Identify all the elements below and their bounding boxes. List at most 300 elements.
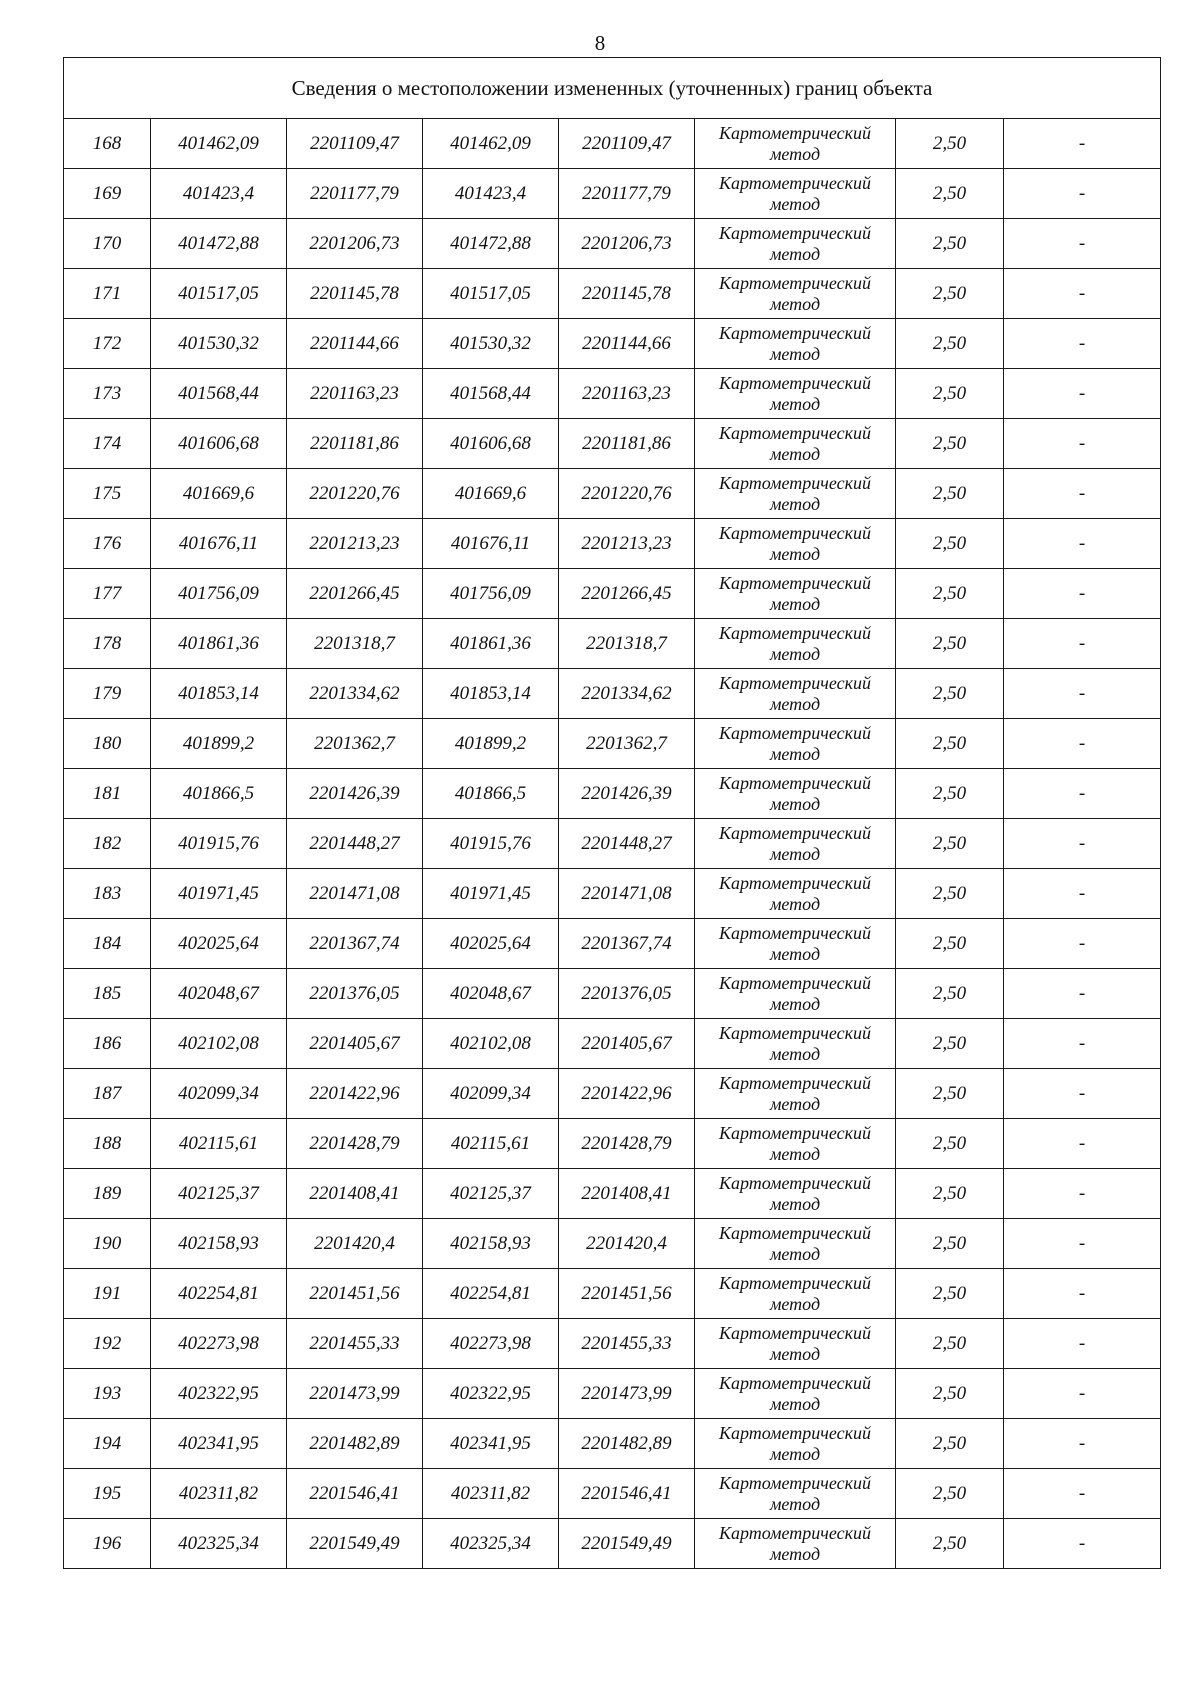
x-existing-cell: 401530,32 <box>151 319 287 369</box>
method-line-1: Картометрический <box>718 722 871 743</box>
method-line-1: Картометрический <box>718 1422 871 1443</box>
point-number-cell: 191 <box>64 1269 151 1319</box>
coordinates-table <box>63 57 1161 1569</box>
point-number-cell: 174 <box>64 419 151 469</box>
accuracy-cell: 2,50 <box>896 1019 1004 1069</box>
y-refined-cell: 2201163,23 <box>559 369 695 419</box>
y-existing-cell: 2201451,56 <box>287 1269 423 1319</box>
method-line-2: метод <box>769 593 821 614</box>
x-refined-cell: 401530,32 <box>423 319 559 369</box>
note-cell: - <box>1004 519 1161 569</box>
point-number-cell: 185 <box>64 969 151 1019</box>
method-line-1: Картометрический <box>718 222 871 243</box>
x-refined-cell: 401676,11 <box>423 519 559 569</box>
y-existing-cell: 2201471,08 <box>287 869 423 919</box>
method-cell <box>695 319 896 369</box>
method-line-1: Картометрический <box>718 1472 871 1493</box>
x-existing-cell: 401568,44 <box>151 369 287 419</box>
table-row <box>64 669 1161 719</box>
method-line-2: метод <box>769 793 821 814</box>
x-existing-cell: 401472,88 <box>151 219 287 269</box>
accuracy-cell: 2,50 <box>896 119 1004 169</box>
x-refined-cell: 402273,98 <box>423 1319 559 1369</box>
x-refined-cell: 401423,4 <box>423 169 559 219</box>
accuracy-cell: 2,50 <box>896 969 1004 1019</box>
note-cell: - <box>1004 1319 1161 1369</box>
point-number-cell: 183 <box>64 869 151 919</box>
x-existing-cell: 402254,81 <box>151 1269 287 1319</box>
x-existing-cell: 401606,68 <box>151 419 287 469</box>
y-refined-cell: 2201426,39 <box>559 769 695 819</box>
x-refined-cell: 401472,88 <box>423 219 559 269</box>
accuracy-cell: 2,50 <box>896 869 1004 919</box>
method-line-1: Картометрический <box>718 822 871 843</box>
note-cell: - <box>1004 1519 1161 1569</box>
accuracy-cell: 2,50 <box>896 219 1004 269</box>
method-cell <box>695 1069 896 1119</box>
x-existing-cell: 402048,67 <box>151 969 287 1019</box>
point-number-cell: 177 <box>64 569 151 619</box>
y-refined-cell: 2201451,56 <box>559 1269 695 1319</box>
accuracy-cell: 2,50 <box>896 269 1004 319</box>
note-cell: - <box>1004 1169 1161 1219</box>
note-cell: - <box>1004 1419 1161 1469</box>
y-existing-cell: 2201144,66 <box>287 319 423 369</box>
table-row <box>64 1419 1161 1469</box>
accuracy-cell: 2,50 <box>896 319 1004 369</box>
method-line-1: Картометрический <box>718 422 871 443</box>
x-existing-cell: 401517,05 <box>151 269 287 319</box>
table-row <box>64 1219 1161 1269</box>
table-row <box>64 1169 1161 1219</box>
x-existing-cell: 402322,95 <box>151 1369 287 1419</box>
accuracy-cell: 2,50 <box>896 419 1004 469</box>
method-line-2: метод <box>769 1543 821 1564</box>
table-header-row <box>64 58 1161 119</box>
x-refined-cell: 402115,61 <box>423 1119 559 1169</box>
table-row <box>64 269 1161 319</box>
table-row <box>64 1069 1161 1119</box>
table-row <box>64 169 1161 219</box>
accuracy-cell: 2,50 <box>896 769 1004 819</box>
x-refined-cell: 401517,05 <box>423 269 559 319</box>
x-refined-cell: 401853,14 <box>423 669 559 719</box>
method-line-2: метод <box>769 1493 821 1514</box>
table-row <box>64 919 1161 969</box>
x-existing-cell: 402311,82 <box>151 1469 287 1519</box>
method-cell <box>695 1369 896 1419</box>
x-existing-cell: 401861,36 <box>151 619 287 669</box>
y-existing-cell: 2201177,79 <box>287 169 423 219</box>
table-row <box>64 219 1161 269</box>
method-line-2: метод <box>769 1243 821 1264</box>
point-number-cell: 180 <box>64 719 151 769</box>
y-existing-cell: 2201318,7 <box>287 619 423 669</box>
note-cell: - <box>1004 369 1161 419</box>
y-refined-cell: 2201428,79 <box>559 1119 695 1169</box>
y-existing-cell: 2201405,67 <box>287 1019 423 1069</box>
table-row <box>64 1319 1161 1369</box>
method-cell <box>695 869 896 919</box>
accuracy-cell: 2,50 <box>896 369 1004 419</box>
y-existing-cell: 2201362,7 <box>287 719 423 769</box>
y-refined-cell: 2201213,23 <box>559 519 695 569</box>
y-refined-cell: 2201362,7 <box>559 719 695 769</box>
x-refined-cell: 401915,76 <box>423 819 559 869</box>
point-number-cell: 169 <box>64 169 151 219</box>
y-existing-cell: 2201408,41 <box>287 1169 423 1219</box>
accuracy-cell: 2,50 <box>896 919 1004 969</box>
note-cell: - <box>1004 869 1161 919</box>
method-line-1: Картометрический <box>718 1372 871 1393</box>
point-number-cell: 184 <box>64 919 151 969</box>
note-cell: - <box>1004 1019 1161 1069</box>
accuracy-cell: 2,50 <box>896 719 1004 769</box>
point-number-cell: 195 <box>64 1469 151 1519</box>
method-line-1: Картометрический <box>718 272 871 293</box>
y-refined-cell: 2201422,96 <box>559 1069 695 1119</box>
accuracy-cell: 2,50 <box>896 1469 1004 1519</box>
x-existing-cell: 401971,45 <box>151 869 287 919</box>
x-existing-cell: 401866,5 <box>151 769 287 819</box>
note-cell: - <box>1004 1269 1161 1319</box>
method-line-2: метод <box>769 843 821 864</box>
x-refined-cell: 402311,82 <box>423 1469 559 1519</box>
accuracy-cell: 2,50 <box>896 1369 1004 1419</box>
x-refined-cell: 402048,67 <box>423 969 559 1019</box>
y-existing-cell: 2201367,74 <box>287 919 423 969</box>
method-cell <box>695 569 896 619</box>
method-cell <box>695 619 896 669</box>
y-existing-cell: 2201334,62 <box>287 669 423 719</box>
x-existing-cell: 401756,09 <box>151 569 287 619</box>
table-row <box>64 1269 1161 1319</box>
note-cell: - <box>1004 719 1161 769</box>
page-number: 8 <box>594 31 606 55</box>
y-existing-cell: 2201163,23 <box>287 369 423 419</box>
table-row <box>64 369 1161 419</box>
x-refined-cell: 402325,34 <box>423 1519 559 1569</box>
method-line-1: Картометрический <box>718 1222 871 1243</box>
method-line-1: Картометрический <box>718 572 871 593</box>
table-row <box>64 719 1161 769</box>
method-line-2: метод <box>769 1043 821 1064</box>
method-line-2: метод <box>769 443 821 464</box>
y-refined-cell: 2201473,99 <box>559 1369 695 1419</box>
method-line-1: Картометрический <box>718 872 871 893</box>
note-cell: - <box>1004 269 1161 319</box>
accuracy-cell: 2,50 <box>896 1419 1004 1469</box>
table-row <box>64 419 1161 469</box>
method-line-2: метод <box>769 743 821 764</box>
x-refined-cell: 401462,09 <box>423 119 559 169</box>
x-refined-cell: 401568,44 <box>423 369 559 419</box>
method-line-2: метод <box>769 1143 821 1164</box>
method-line-1: Картометрический <box>718 922 871 943</box>
method-cell <box>695 219 896 269</box>
note-cell: - <box>1004 169 1161 219</box>
x-existing-cell: 402115,61 <box>151 1119 287 1169</box>
table-row <box>64 969 1161 1019</box>
method-cell <box>695 1019 896 1069</box>
accuracy-cell: 2,50 <box>896 519 1004 569</box>
x-refined-cell: 402322,95 <box>423 1369 559 1419</box>
table-row <box>64 869 1161 919</box>
x-existing-cell: 402158,93 <box>151 1219 287 1269</box>
accuracy-cell: 2,50 <box>896 569 1004 619</box>
y-refined-cell: 2201546,41 <box>559 1469 695 1519</box>
x-refined-cell: 401606,68 <box>423 419 559 469</box>
table-row <box>64 769 1161 819</box>
x-existing-cell: 402102,08 <box>151 1019 287 1069</box>
point-number-cell: 176 <box>64 519 151 569</box>
y-existing-cell: 2201376,05 <box>287 969 423 1019</box>
table-row <box>64 1369 1161 1419</box>
method-line-2: метод <box>769 1343 821 1364</box>
x-refined-cell: 401756,09 <box>423 569 559 619</box>
x-existing-cell: 402325,34 <box>151 1519 287 1569</box>
method-line-2: метод <box>769 1193 821 1214</box>
y-refined-cell: 2201318,7 <box>559 619 695 669</box>
x-refined-cell: 402254,81 <box>423 1269 559 1319</box>
method-cell <box>695 919 896 969</box>
y-existing-cell: 2201422,96 <box>287 1069 423 1119</box>
method-cell <box>695 369 896 419</box>
x-refined-cell: 402341,95 <box>423 1419 559 1469</box>
y-existing-cell: 2201448,27 <box>287 819 423 869</box>
method-line-1: Картометрический <box>718 122 871 143</box>
table-title: Сведения о местоположении измененных (уточненных) границ объекта <box>64 58 1161 119</box>
y-refined-cell: 2201109,47 <box>559 119 695 169</box>
note-cell: - <box>1004 1219 1161 1269</box>
point-number-cell: 186 <box>64 1019 151 1069</box>
point-number-cell: 187 <box>64 1069 151 1119</box>
x-existing-cell: 402125,37 <box>151 1169 287 1219</box>
method-cell <box>695 1269 896 1319</box>
method-line-2: метод <box>769 293 821 314</box>
method-line-2: метод <box>769 343 821 364</box>
y-existing-cell: 2201546,41 <box>287 1469 423 1519</box>
y-refined-cell: 2201482,89 <box>559 1419 695 1469</box>
point-number-cell: 182 <box>64 819 151 869</box>
y-refined-cell: 2201448,27 <box>559 819 695 869</box>
note-cell: - <box>1004 569 1161 619</box>
y-existing-cell: 2201482,89 <box>287 1419 423 1469</box>
accuracy-cell: 2,50 <box>896 1069 1004 1119</box>
point-number-cell: 179 <box>64 669 151 719</box>
y-refined-cell: 2201420,4 <box>559 1219 695 1269</box>
method-cell <box>695 1219 896 1269</box>
y-refined-cell: 2201206,73 <box>559 219 695 269</box>
method-line-2: метод <box>769 193 821 214</box>
x-existing-cell: 402341,95 <box>151 1419 287 1469</box>
y-refined-cell: 2201367,74 <box>559 919 695 969</box>
y-existing-cell: 2201220,76 <box>287 469 423 519</box>
y-refined-cell: 2201145,78 <box>559 269 695 319</box>
method-line-1: Картометрический <box>718 1072 871 1093</box>
x-existing-cell: 401853,14 <box>151 669 287 719</box>
method-line-1: Картометрический <box>718 1322 871 1343</box>
y-existing-cell: 2201145,78 <box>287 269 423 319</box>
method-line-1: Картометрический <box>718 172 871 193</box>
method-cell <box>695 1169 896 1219</box>
y-refined-cell: 2201144,66 <box>559 319 695 369</box>
accuracy-cell: 2,50 <box>896 169 1004 219</box>
note-cell: - <box>1004 219 1161 269</box>
method-line-2: метод <box>769 893 821 914</box>
method-line-1: Картометрический <box>718 322 871 343</box>
method-line-1: Картометрический <box>718 472 871 493</box>
y-refined-cell: 2201405,67 <box>559 1019 695 1069</box>
method-line-2: метод <box>769 943 821 964</box>
x-refined-cell: 401669,6 <box>423 469 559 519</box>
method-line-1: Картометрический <box>718 1022 871 1043</box>
method-cell <box>695 969 896 1019</box>
method-cell <box>695 1519 896 1569</box>
y-existing-cell: 2201181,86 <box>287 419 423 469</box>
x-existing-cell: 401676,11 <box>151 519 287 569</box>
point-number-cell: 175 <box>64 469 151 519</box>
method-cell <box>695 719 896 769</box>
method-cell <box>695 1419 896 1469</box>
note-cell: - <box>1004 319 1161 369</box>
method-line-1: Картометрический <box>718 1272 871 1293</box>
method-line-2: метод <box>769 493 821 514</box>
accuracy-cell: 2,50 <box>896 469 1004 519</box>
y-existing-cell: 2201213,23 <box>287 519 423 569</box>
table-row <box>64 569 1161 619</box>
point-number-cell: 194 <box>64 1419 151 1469</box>
x-existing-cell: 401915,76 <box>151 819 287 869</box>
method-line-1: Картометрический <box>718 772 871 793</box>
note-cell: - <box>1004 769 1161 819</box>
method-line-1: Картометрический <box>718 1172 871 1193</box>
note-cell: - <box>1004 119 1161 169</box>
accuracy-cell: 2,50 <box>896 1519 1004 1569</box>
method-cell <box>695 769 896 819</box>
y-refined-cell: 2201471,08 <box>559 869 695 919</box>
method-line-2: метод <box>769 643 821 664</box>
accuracy-cell: 2,50 <box>896 1319 1004 1369</box>
point-number-cell: 181 <box>64 769 151 819</box>
method-line-2: метод <box>769 1093 821 1114</box>
note-cell: - <box>1004 819 1161 869</box>
x-refined-cell: 402025,64 <box>423 919 559 969</box>
note-cell: - <box>1004 619 1161 669</box>
x-refined-cell: 401866,5 <box>423 769 559 819</box>
method-cell <box>695 469 896 519</box>
table-row <box>64 119 1161 169</box>
x-refined-cell: 402102,08 <box>423 1019 559 1069</box>
method-line-2: метод <box>769 693 821 714</box>
point-number-cell: 171 <box>64 269 151 319</box>
y-refined-cell: 2201177,79 <box>559 169 695 219</box>
point-number-cell: 168 <box>64 119 151 169</box>
y-existing-cell: 2201473,99 <box>287 1369 423 1419</box>
method-cell <box>695 269 896 319</box>
point-number-cell: 178 <box>64 619 151 669</box>
table-row <box>64 619 1161 669</box>
x-existing-cell: 402273,98 <box>151 1319 287 1369</box>
note-cell: - <box>1004 1069 1161 1119</box>
method-line-1: Картометрический <box>718 1522 871 1543</box>
method-line-2: метод <box>769 543 821 564</box>
method-line-2: метод <box>769 393 821 414</box>
y-refined-cell: 2201455,33 <box>559 1319 695 1369</box>
x-refined-cell: 402099,34 <box>423 1069 559 1119</box>
y-existing-cell: 2201428,79 <box>287 1119 423 1169</box>
y-refined-cell: 2201408,41 <box>559 1169 695 1219</box>
point-number-cell: 189 <box>64 1169 151 1219</box>
method-line-2: метод <box>769 1293 821 1314</box>
y-existing-cell: 2201266,45 <box>287 569 423 619</box>
method-line-2: метод <box>769 243 821 264</box>
method-cell <box>695 819 896 869</box>
y-refined-cell: 2201266,45 <box>559 569 695 619</box>
x-existing-cell: 401669,6 <box>151 469 287 519</box>
x-existing-cell: 401423,4 <box>151 169 287 219</box>
accuracy-cell: 2,50 <box>896 669 1004 719</box>
method-line-1: Картометрический <box>718 522 871 543</box>
method-cell <box>695 1469 896 1519</box>
note-cell: - <box>1004 1469 1161 1519</box>
x-existing-cell: 402099,34 <box>151 1069 287 1119</box>
point-number-cell: 188 <box>64 1119 151 1169</box>
table-row <box>64 469 1161 519</box>
method-cell <box>695 1119 896 1169</box>
point-number-cell: 172 <box>64 319 151 369</box>
note-cell: - <box>1004 469 1161 519</box>
y-existing-cell: 2201420,4 <box>287 1219 423 1269</box>
method-cell <box>695 669 896 719</box>
method-line-2: метод <box>769 1443 821 1464</box>
method-line-1: Картометрический <box>718 622 871 643</box>
method-cell <box>695 1319 896 1369</box>
method-line-1: Картометрический <box>718 972 871 993</box>
note-cell: - <box>1004 919 1161 969</box>
method-cell <box>695 419 896 469</box>
table-row <box>64 819 1161 869</box>
point-number-cell: 173 <box>64 369 151 419</box>
y-refined-cell: 2201181,86 <box>559 419 695 469</box>
y-refined-cell: 2201334,62 <box>559 669 695 719</box>
point-number-cell: 190 <box>64 1219 151 1269</box>
note-cell: - <box>1004 1119 1161 1169</box>
point-number-cell: 170 <box>64 219 151 269</box>
note-cell: - <box>1004 1369 1161 1419</box>
x-refined-cell: 401971,45 <box>423 869 559 919</box>
accuracy-cell: 2,50 <box>896 619 1004 669</box>
accuracy-cell: 2,50 <box>896 1219 1004 1269</box>
accuracy-cell: 2,50 <box>896 1169 1004 1219</box>
y-existing-cell: 2201109,47 <box>287 119 423 169</box>
method-line-2: метод <box>769 143 821 164</box>
method-cell <box>695 169 896 219</box>
y-existing-cell: 2201426,39 <box>287 769 423 819</box>
y-refined-cell: 2201376,05 <box>559 969 695 1019</box>
x-refined-cell: 401861,36 <box>423 619 559 669</box>
table-row <box>64 1019 1161 1069</box>
y-existing-cell: 2201549,49 <box>287 1519 423 1569</box>
note-cell: - <box>1004 419 1161 469</box>
note-cell: - <box>1004 969 1161 1019</box>
point-number-cell: 192 <box>64 1319 151 1369</box>
method-line-1: Картометрический <box>718 372 871 393</box>
x-refined-cell: 402158,93 <box>423 1219 559 1269</box>
accuracy-cell: 2,50 <box>896 1269 1004 1319</box>
accuracy-cell: 2,50 <box>896 819 1004 869</box>
note-cell: - <box>1004 669 1161 719</box>
